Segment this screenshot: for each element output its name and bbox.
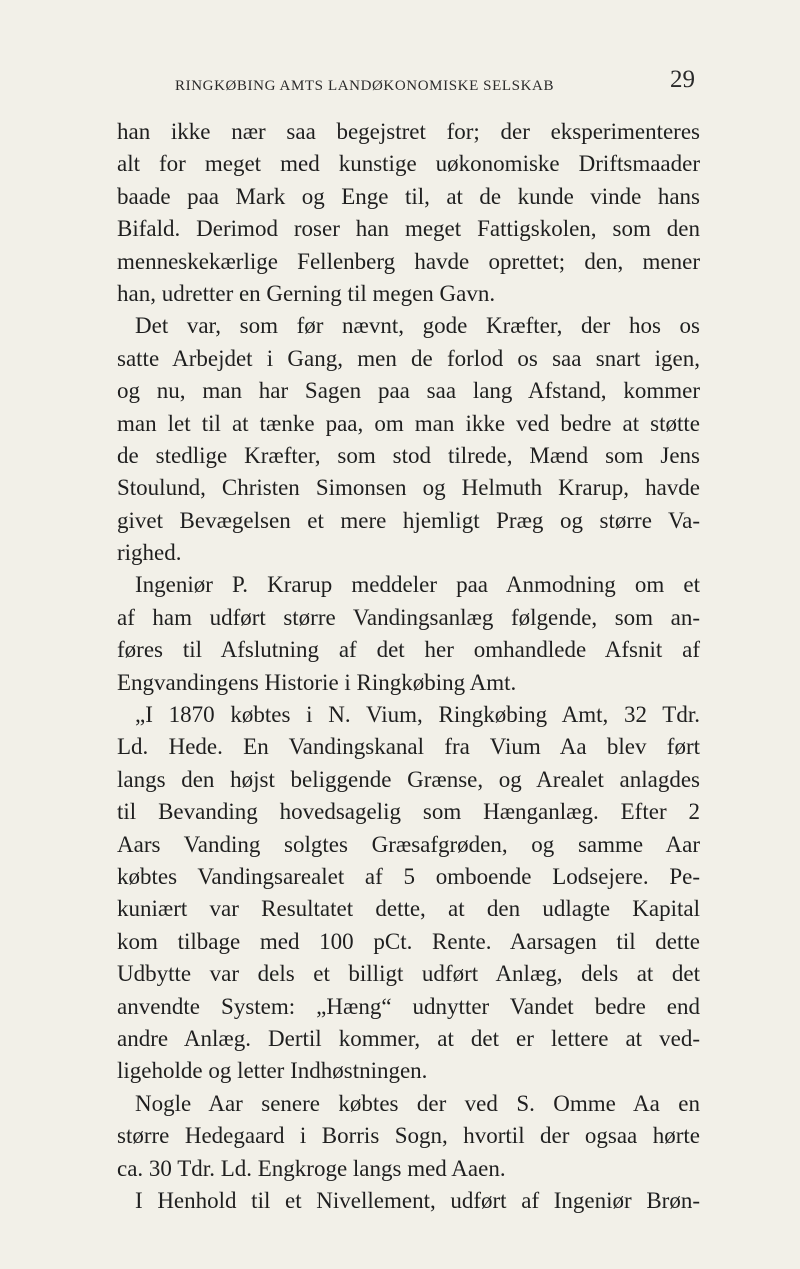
text-line: righed.	[117, 540, 182, 566]
text-line: anvendte System: „Hæng“ udnytter Vandet bedre end	[117, 993, 700, 1019]
text-line: Stoulund, Christen Simonsen og Helmuth Krarup, havde	[117, 475, 700, 501]
text-line: langs den højst beliggende Grænse, og Arealet anlagdes	[117, 766, 700, 792]
page-number: 29	[670, 66, 695, 93]
paragraph-start-line: I Henhold til et Nivellement, udført af Ingeniør Brøn-	[135, 1187, 700, 1213]
text-line: af ham udført større Vandingsanlæg følgende, som an-	[117, 604, 700, 630]
text-line: kuniært var Resultatet dette, at den udlagte Kapital	[117, 896, 700, 922]
text-line: han, udretter en Gerning til megen Gavn.	[117, 280, 496, 306]
text-line: givet Bevægelsen et mere hjemligt Præg og større Va-	[117, 507, 700, 533]
text-line: føres til Afslutning af det her omhandlede Afsnit af	[117, 637, 700, 663]
text-line: Aars Vanding solgtes Græsafgrøden, og samme Aar	[117, 831, 700, 857]
text-line: han ikke nær saa begejstret for; der eksperimenteres	[117, 119, 700, 144]
text-line: Udbytte var dels et billigt udført Anlæg, dels at det	[117, 961, 700, 987]
text-line: Bifald. Derimod roser han meget Fattigskolen, som den	[117, 216, 700, 242]
page-header	[175, 66, 695, 96]
text-line: satte Arbejdet i Gang, men de forlod os saa snart igen,	[117, 345, 700, 371]
text-line: Ld. Hede. En Vandingskanal fra Vium Aa blev ført	[117, 734, 700, 760]
text-line: alt for meget med kunstige uøkonomiske Driftsmaader	[117, 151, 700, 177]
text-line: Engvandingens Historie i Ringkøbing Amt.	[117, 669, 517, 695]
text-line: man let til at tænke paa, om man ikke ved bedre at støtte	[117, 410, 700, 436]
paragraph-start-line: Ingeniør P. Krarup meddeler paa Anmodning om et	[135, 572, 700, 598]
text-line: kom tilbage med 100 pCt. Rente. Aarsagen til dette	[117, 928, 700, 954]
paragraph-start-line: „I 1870 købtes i N. Vium, Ringkøbing Amt, 32 Tdr.	[135, 702, 700, 728]
body-text	[117, 116, 700, 1217]
text-line: til Bevanding hovedsagelig som Hænganlæg. Efter 2	[117, 799, 700, 825]
text-line: menneskekærlige Fellenberg havde oprettet; den, mener	[117, 248, 700, 274]
text-line: og nu, man har Sagen paa saa lang Afstand, kommer	[117, 378, 700, 404]
text-line: ligeholde og letter Indhøstningen.	[117, 1058, 428, 1084]
running-head: RINGKØBING AMTS LANDØKONOMISKE SELSKAB	[175, 78, 555, 94]
text-line: andre Anlæg. Dertil kommer, at det er lettere at ved-	[117, 1025, 700, 1051]
text-line: købtes Vandingsarealet af 5 omboende Lodsejere. Pe-	[117, 863, 700, 889]
paragraph-start-line: Nogle Aar senere købtes der ved S. Omme Aa en	[135, 1090, 700, 1116]
text-line: ca. 30 Tdr. Ld. Engkroge langs med Aaen.	[117, 1155, 506, 1181]
text-line: større Hedegaard i Borris Sogn, hvortil der ogsaa hørte	[117, 1123, 700, 1149]
text-line: de stedlige Kræfter, som stod tilrede, Mænd som Jens	[117, 442, 700, 468]
text-line: baade paa Mark og Enge til, at de kunde vinde hans	[117, 183, 700, 209]
paragraph-start-line: Det var, som før nævnt, gode Kræfter, der hos os	[135, 313, 700, 339]
